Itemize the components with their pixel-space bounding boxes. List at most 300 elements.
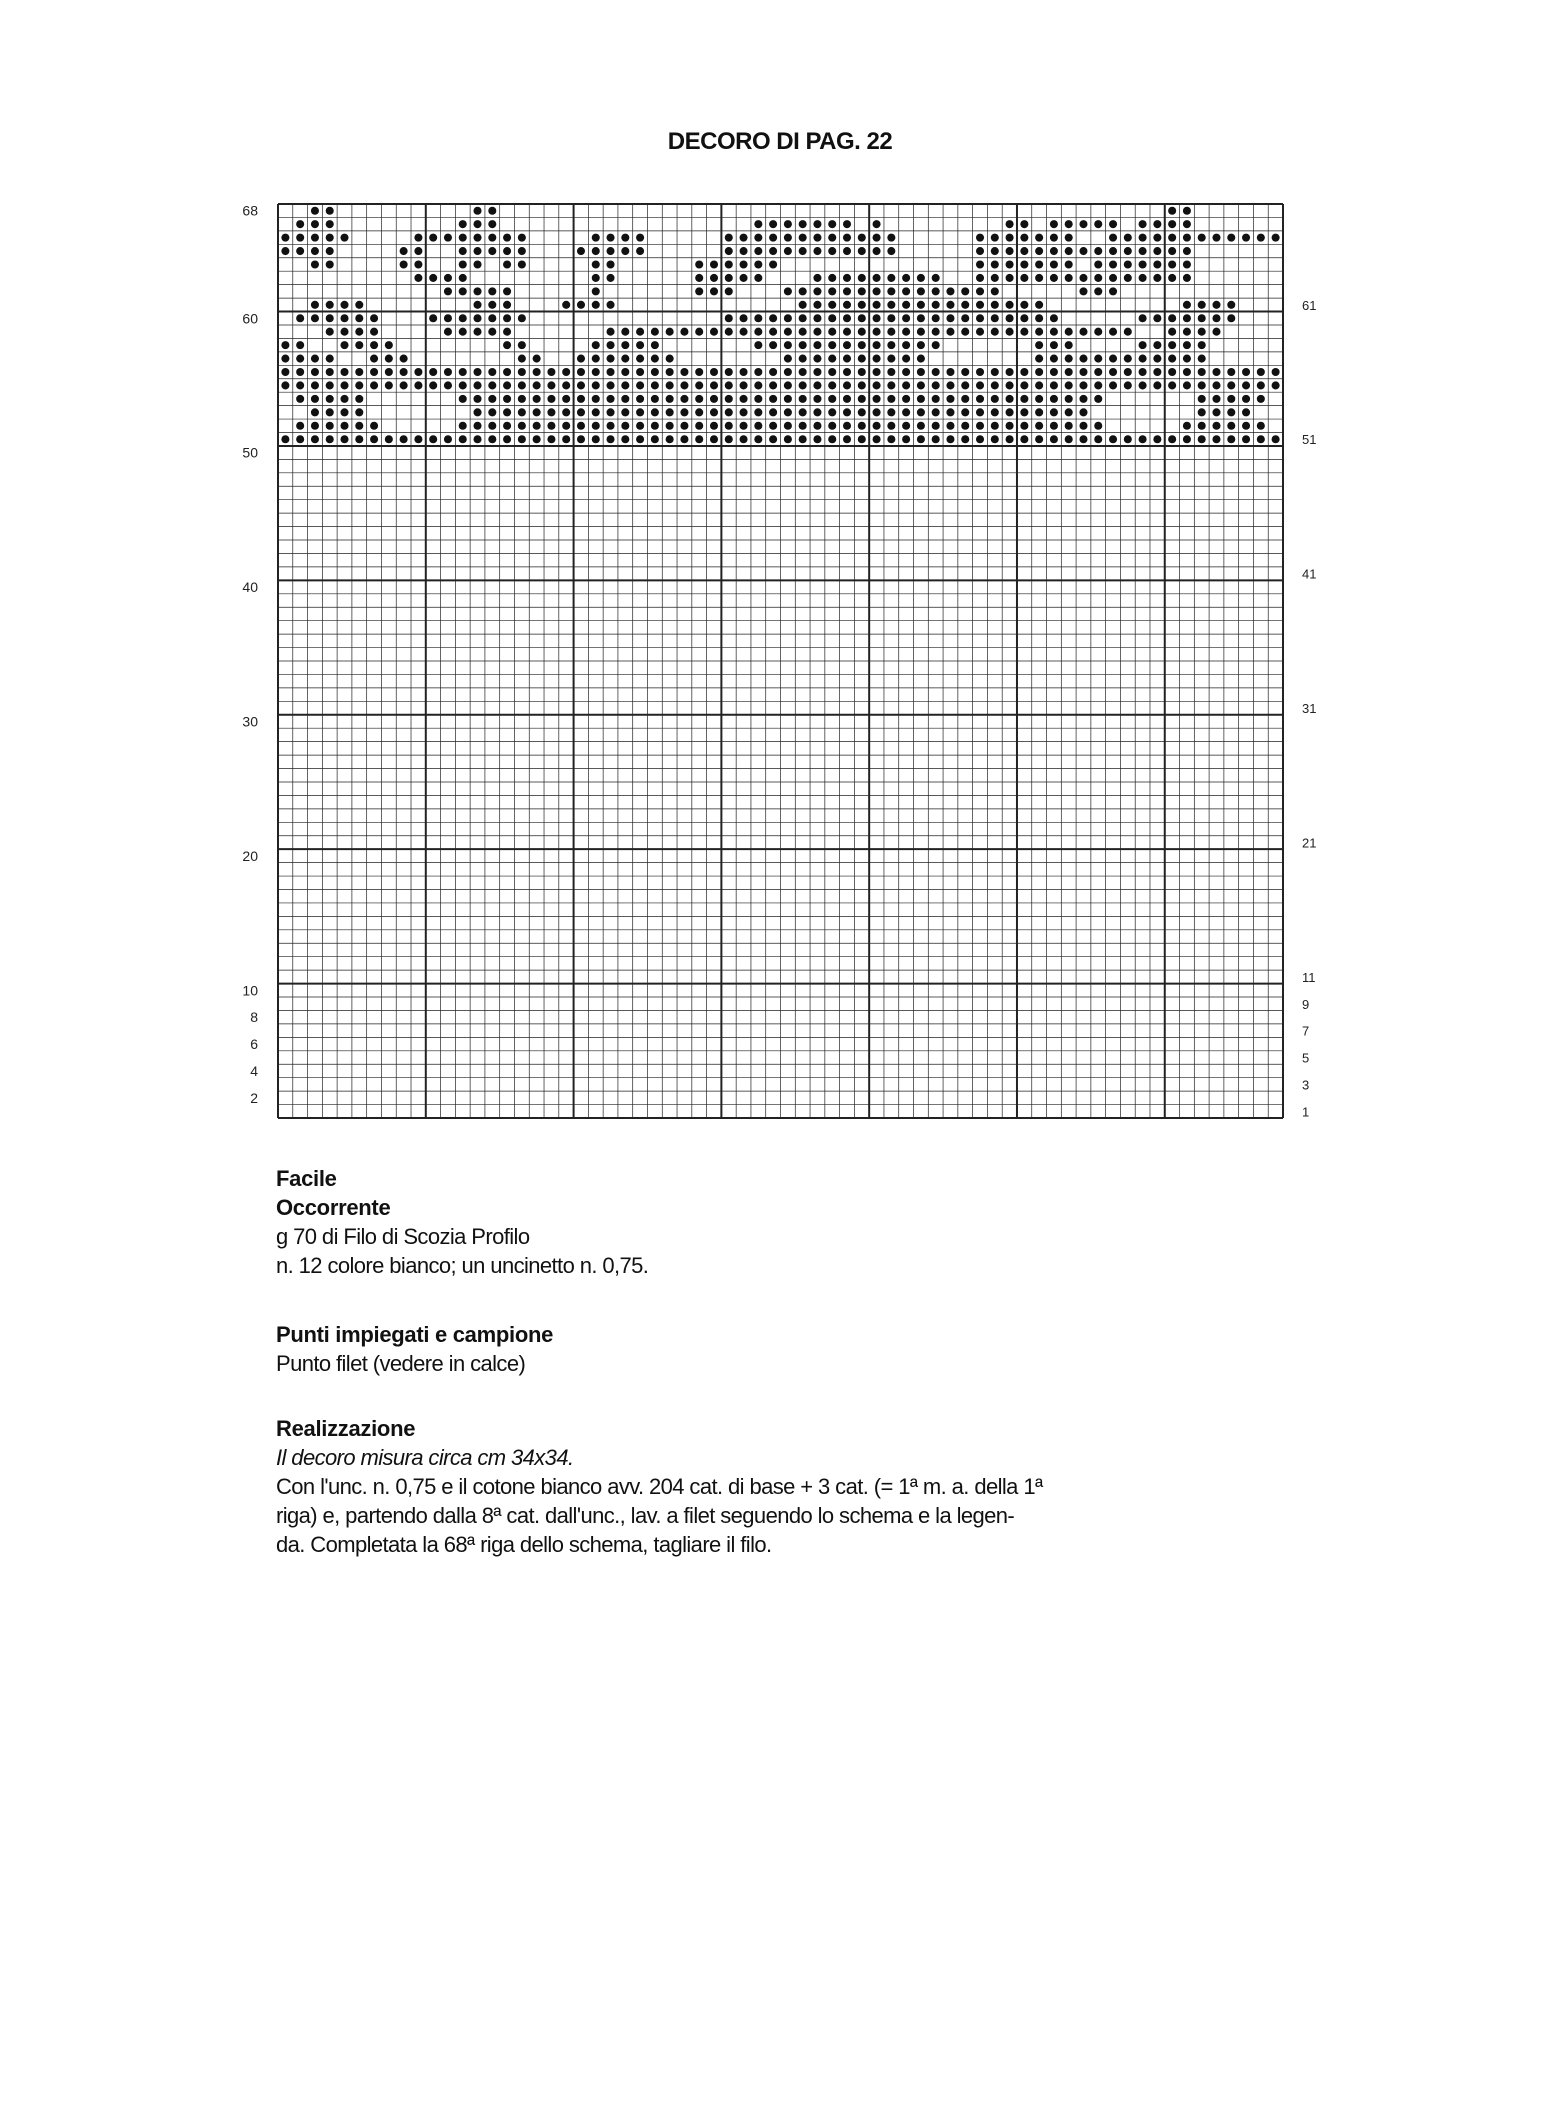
filled-cell-dot xyxy=(533,408,541,416)
filled-cell-dot xyxy=(1020,301,1028,309)
filled-cell-dot xyxy=(311,207,319,215)
filled-cell-dot xyxy=(813,234,821,242)
filled-cell-dot xyxy=(887,395,895,403)
filled-cell-dot xyxy=(607,435,615,443)
filled-cell-dot xyxy=(887,368,895,376)
filled-cell-dot xyxy=(503,368,511,376)
filled-cell-dot xyxy=(311,355,319,363)
filled-cell-dot xyxy=(799,328,807,336)
instructions-line-3: da. Completata la 68ª riga dello schema, tagliare il filo. xyxy=(276,1532,772,1557)
filled-cell-dot xyxy=(799,422,807,430)
filled-cell-dot xyxy=(473,381,481,389)
filled-cell-dot xyxy=(1139,314,1147,322)
filled-cell-dot xyxy=(340,395,348,403)
filled-cell-dot xyxy=(1109,368,1117,376)
filled-cell-dot xyxy=(695,260,703,268)
filled-cell-dot xyxy=(577,368,585,376)
filled-cell-dot xyxy=(873,274,881,282)
row-label-right: 9 xyxy=(1302,996,1310,1012)
filled-cell-dot xyxy=(326,247,334,255)
filled-cell-dot xyxy=(740,247,748,255)
filled-cell-dot xyxy=(1168,207,1176,215)
filled-cell-dot xyxy=(976,287,984,295)
filled-cell-dot xyxy=(518,341,526,349)
filled-cell-dot xyxy=(799,301,807,309)
filled-cell-dot xyxy=(1006,328,1014,336)
realizzazione-heading: Realizzazione xyxy=(276,1416,416,1441)
filled-cell-dot xyxy=(547,408,555,416)
filled-cell-dot xyxy=(311,260,319,268)
filled-cell-dot xyxy=(887,234,895,242)
filled-cell-dot xyxy=(902,341,910,349)
filled-cell-dot xyxy=(784,247,792,255)
filled-cell-dot xyxy=(1109,381,1117,389)
filled-cell-dot xyxy=(813,355,821,363)
filled-cell-dot xyxy=(1212,395,1220,403)
filled-cell-dot xyxy=(621,395,629,403)
filled-cell-dot xyxy=(311,234,319,242)
filled-cell-dot xyxy=(991,274,999,282)
filled-cell-dot xyxy=(961,301,969,309)
filled-cell-dot xyxy=(1065,355,1073,363)
filled-cell-dot xyxy=(887,274,895,282)
filled-cell-dot xyxy=(1227,301,1235,309)
filled-cell-dot xyxy=(961,435,969,443)
filled-cell-dot xyxy=(621,408,629,416)
filled-cell-dot xyxy=(858,314,866,322)
filled-cell-dot xyxy=(991,301,999,309)
punti-heading: Punti impiegati e campione xyxy=(276,1322,554,1347)
filled-cell-dot xyxy=(488,314,496,322)
filled-cell-dot xyxy=(459,381,467,389)
filled-cell-dot xyxy=(1094,260,1102,268)
filled-cell-dot xyxy=(355,422,363,430)
filled-cell-dot xyxy=(1257,368,1265,376)
filled-cell-dot xyxy=(828,408,836,416)
filled-cell-dot xyxy=(311,408,319,416)
filled-cell-dot xyxy=(1035,355,1043,363)
filled-cell-dot xyxy=(607,274,615,282)
size-note: Il decoro misura circa cm 34x34. xyxy=(276,1445,574,1470)
filled-cell-dot xyxy=(651,341,659,349)
filled-cell-dot xyxy=(562,301,570,309)
filled-cell-dot xyxy=(946,435,954,443)
filled-cell-dot xyxy=(932,341,940,349)
filled-cell-dot xyxy=(651,355,659,363)
filled-cell-dot xyxy=(740,234,748,242)
filled-cell-dot xyxy=(1094,435,1102,443)
filled-cell-dot xyxy=(725,260,733,268)
filled-cell-dot xyxy=(1139,381,1147,389)
filled-cell-dot xyxy=(636,408,644,416)
filled-cell-dot xyxy=(326,381,334,389)
row-label-left: 50 xyxy=(242,444,258,461)
filled-cell-dot xyxy=(858,341,866,349)
filled-cell-dot xyxy=(1035,301,1043,309)
filled-cell-dot xyxy=(1050,220,1058,228)
instructions-line-1: Con l'unc. n. 0,75 e il cotone bianco avv. 204 cat. di base + 3 cat. (= 1ª m. a. della 1ª xyxy=(276,1474,1043,1499)
filled-cell-dot xyxy=(1227,314,1235,322)
filled-cell-dot xyxy=(547,395,555,403)
filled-cell-dot xyxy=(932,435,940,443)
filled-cell-dot xyxy=(1227,422,1235,430)
filled-cell-dot xyxy=(473,220,481,228)
filled-cell-dot xyxy=(488,247,496,255)
filled-cell-dot xyxy=(607,422,615,430)
filled-cell-dot xyxy=(887,301,895,309)
filled-cell-dot xyxy=(518,368,526,376)
filled-cell-dot xyxy=(858,422,866,430)
filled-cell-dot xyxy=(873,408,881,416)
filled-cell-dot xyxy=(400,260,408,268)
filled-cell-dot xyxy=(326,234,334,242)
filled-cell-dot xyxy=(976,234,984,242)
filled-cell-dot xyxy=(858,287,866,295)
filled-cell-dot xyxy=(607,247,615,255)
row-label-left: 4 xyxy=(250,1062,258,1079)
filled-cell-dot xyxy=(429,435,437,443)
filled-cell-dot xyxy=(488,395,496,403)
filled-cell-dot xyxy=(488,301,496,309)
filled-cell-dot xyxy=(1257,381,1265,389)
filled-cell-dot xyxy=(932,381,940,389)
filled-cell-dot xyxy=(592,435,600,443)
filled-cell-dot xyxy=(813,301,821,309)
filled-cell-dot xyxy=(725,368,733,376)
filled-cell-dot xyxy=(784,220,792,228)
filled-cell-dot xyxy=(1124,368,1132,376)
filled-cell-dot xyxy=(932,314,940,322)
filled-cell-dot xyxy=(1020,395,1028,403)
filled-cell-dot xyxy=(740,328,748,336)
filled-cell-dot xyxy=(828,381,836,389)
filled-cell-dot xyxy=(518,408,526,416)
filled-cell-dot xyxy=(340,368,348,376)
filled-cell-dot xyxy=(754,381,762,389)
filled-cell-dot xyxy=(503,234,511,242)
filled-cell-dot xyxy=(1183,234,1191,242)
filled-cell-dot xyxy=(991,287,999,295)
filled-cell-dot xyxy=(976,422,984,430)
filled-cell-dot xyxy=(813,341,821,349)
filled-cell-dot xyxy=(902,301,910,309)
filled-cell-dot xyxy=(518,381,526,389)
filled-cell-dot xyxy=(1257,395,1265,403)
filled-cell-dot xyxy=(621,435,629,443)
stitches-section xyxy=(276,1320,1176,1378)
filled-cell-dot xyxy=(725,422,733,430)
filled-cell-dot xyxy=(311,422,319,430)
row-label-left: 10 xyxy=(242,982,258,999)
filled-cell-dot xyxy=(961,328,969,336)
filled-cell-dot xyxy=(828,435,836,443)
filled-cell-dot xyxy=(518,422,526,430)
filled-cell-dot xyxy=(887,287,895,295)
filled-cell-dot xyxy=(976,395,984,403)
filled-cell-dot xyxy=(1109,274,1117,282)
filled-cell-dot xyxy=(873,381,881,389)
filled-cell-dot xyxy=(902,355,910,363)
filled-cell-dot xyxy=(577,301,585,309)
filled-cell-dot xyxy=(1168,234,1176,242)
filled-cell-dot xyxy=(680,435,688,443)
filled-cell-dot xyxy=(873,422,881,430)
filled-cell-dot xyxy=(473,301,481,309)
filled-cell-dot xyxy=(1020,274,1028,282)
occorrente-line-1: g 70 di Filo di Scozia Profilo xyxy=(276,1224,530,1249)
filled-cell-dot xyxy=(459,328,467,336)
filled-cell-dot xyxy=(1065,368,1073,376)
filled-cell-dot xyxy=(533,381,541,389)
filled-cell-dot xyxy=(1094,220,1102,228)
filled-cell-dot xyxy=(444,368,452,376)
filled-cell-dot xyxy=(917,287,925,295)
filled-cell-dot xyxy=(1124,328,1132,336)
filled-cell-dot xyxy=(784,368,792,376)
filled-cell-dot xyxy=(621,381,629,389)
filled-cell-dot xyxy=(666,408,674,416)
filled-cell-dot xyxy=(1079,328,1087,336)
filled-cell-dot xyxy=(1227,381,1235,389)
filled-cell-dot xyxy=(621,247,629,255)
filled-cell-dot xyxy=(828,368,836,376)
filled-cell-dot xyxy=(1198,341,1206,349)
filled-cell-dot xyxy=(459,274,467,282)
filled-cell-dot xyxy=(533,355,541,363)
filled-cell-dot xyxy=(577,435,585,443)
filled-cell-dot xyxy=(1124,355,1132,363)
filled-cell-dot xyxy=(725,381,733,389)
filled-cell-dot xyxy=(1139,341,1147,349)
filled-cell-dot xyxy=(1198,328,1206,336)
filled-cell-dot xyxy=(547,435,555,443)
filled-cell-dot xyxy=(326,435,334,443)
filled-cell-dot xyxy=(932,301,940,309)
filled-cell-dot xyxy=(887,408,895,416)
filled-cell-dot xyxy=(592,260,600,268)
filled-cell-dot xyxy=(754,435,762,443)
filled-cell-dot xyxy=(1109,328,1117,336)
filled-cell-dot xyxy=(459,368,467,376)
filled-cell-dot xyxy=(1050,355,1058,363)
filled-cell-dot xyxy=(1139,435,1147,443)
filled-cell-dot xyxy=(503,328,511,336)
filled-cell-dot xyxy=(459,422,467,430)
filled-cell-dot xyxy=(976,381,984,389)
filled-cell-dot xyxy=(577,247,585,255)
filled-cell-dot xyxy=(784,328,792,336)
row-label-right: 61 xyxy=(1302,297,1317,313)
filled-cell-dot xyxy=(281,381,289,389)
filled-cell-dot xyxy=(621,341,629,349)
filled-cell-dot xyxy=(946,328,954,336)
filled-cell-dot xyxy=(917,355,925,363)
filled-cell-dot xyxy=(961,314,969,322)
filled-cell-dot xyxy=(666,395,674,403)
filled-cell-dot xyxy=(680,381,688,389)
filled-cell-dot xyxy=(1198,234,1206,242)
filled-cell-dot xyxy=(355,301,363,309)
filled-cell-dot xyxy=(843,274,851,282)
filled-cell-dot xyxy=(932,422,940,430)
filled-cell-dot xyxy=(784,234,792,242)
filled-cell-dot xyxy=(1272,435,1280,443)
filled-cell-dot xyxy=(503,422,511,430)
filled-cell-dot xyxy=(843,220,851,228)
filled-cell-dot xyxy=(1242,368,1250,376)
filled-cell-dot xyxy=(562,422,570,430)
filled-cell-dot xyxy=(1006,368,1014,376)
filled-cell-dot xyxy=(473,247,481,255)
filled-cell-dot xyxy=(961,422,969,430)
filled-cell-dot xyxy=(1109,287,1117,295)
filled-cell-dot xyxy=(932,287,940,295)
filled-cell-dot xyxy=(680,328,688,336)
filled-cell-dot xyxy=(592,274,600,282)
filled-cell-dot xyxy=(296,314,304,322)
filled-cell-dot xyxy=(754,328,762,336)
filled-cell-dot xyxy=(311,395,319,403)
filled-cell-dot xyxy=(813,368,821,376)
filled-cell-dot xyxy=(326,328,334,336)
row-label-right: 11 xyxy=(1302,969,1316,985)
filled-cell-dot xyxy=(1020,435,1028,443)
filled-cell-dot xyxy=(326,368,334,376)
filled-cell-dot xyxy=(1065,408,1073,416)
filled-cell-dot xyxy=(932,274,940,282)
filled-cell-dot xyxy=(1242,395,1250,403)
filled-cell-dot xyxy=(1257,422,1265,430)
filled-cell-dot xyxy=(1035,247,1043,255)
filled-cell-dot xyxy=(1227,408,1235,416)
filled-cell-dot xyxy=(1079,274,1087,282)
filled-cell-dot xyxy=(281,435,289,443)
filled-cell-dot xyxy=(740,422,748,430)
instructions-section xyxy=(276,1414,1176,1559)
filled-cell-dot xyxy=(651,395,659,403)
filled-cell-dot xyxy=(1153,368,1161,376)
filled-cell-dot xyxy=(917,422,925,430)
filled-cell-dot xyxy=(1139,220,1147,228)
filled-cell-dot xyxy=(414,368,422,376)
filled-cell-dot xyxy=(754,314,762,322)
filled-cell-dot xyxy=(400,381,408,389)
filled-cell-dot xyxy=(533,435,541,443)
filled-cell-dot xyxy=(725,395,733,403)
filled-cell-dot xyxy=(976,274,984,282)
filled-cell-dot xyxy=(769,314,777,322)
filled-cell-dot xyxy=(562,395,570,403)
filled-cell-dot xyxy=(1050,274,1058,282)
filled-cell-dot xyxy=(961,408,969,416)
filled-cell-dot xyxy=(503,395,511,403)
row-label-left: 60 xyxy=(242,310,258,327)
filled-cell-dot xyxy=(873,395,881,403)
filled-cell-dot xyxy=(1079,408,1087,416)
materials-section xyxy=(276,1164,1176,1280)
filled-cell-dot xyxy=(740,395,748,403)
filled-cell-dot xyxy=(607,234,615,242)
filled-cell-dot xyxy=(547,381,555,389)
filled-cell-dot xyxy=(1065,341,1073,349)
filled-cell-dot xyxy=(1139,234,1147,242)
filled-cell-dot xyxy=(1168,381,1176,389)
filled-cell-dot xyxy=(326,207,334,215)
filled-cell-dot xyxy=(946,395,954,403)
filled-cell-dot xyxy=(917,274,925,282)
filled-cell-dot xyxy=(991,395,999,403)
filled-cell-dot xyxy=(1065,220,1073,228)
filled-cell-dot xyxy=(592,341,600,349)
filled-cell-dot xyxy=(1006,301,1014,309)
filled-cell-dot xyxy=(592,381,600,389)
filled-cell-dot xyxy=(725,328,733,336)
filled-cell-dot xyxy=(370,422,378,430)
filled-cell-dot xyxy=(887,381,895,389)
filled-cell-dot xyxy=(518,247,526,255)
filled-cell-dot xyxy=(459,287,467,295)
filled-cell-dot xyxy=(1094,422,1102,430)
filled-cell-dot xyxy=(370,368,378,376)
filled-cell-dot xyxy=(1168,274,1176,282)
filled-cell-dot xyxy=(1139,355,1147,363)
filled-cell-dot xyxy=(1242,408,1250,416)
filled-cell-dot xyxy=(459,234,467,242)
filled-cell-dot xyxy=(1242,422,1250,430)
filled-cell-dot xyxy=(1212,408,1220,416)
filled-cell-dot xyxy=(799,395,807,403)
filled-cell-dot xyxy=(828,287,836,295)
filled-cell-dot xyxy=(902,274,910,282)
filled-cell-dot xyxy=(1006,381,1014,389)
filled-cell-dot xyxy=(976,247,984,255)
filled-cell-dot xyxy=(1124,435,1132,443)
filled-cell-dot xyxy=(296,234,304,242)
filled-cell-dot xyxy=(355,328,363,336)
filled-cell-dot xyxy=(799,314,807,322)
filled-cell-dot xyxy=(769,381,777,389)
filled-cell-dot xyxy=(503,341,511,349)
filled-cell-dot xyxy=(1094,247,1102,255)
filled-cell-dot xyxy=(355,381,363,389)
filled-cell-dot xyxy=(400,247,408,255)
filled-cell-dot xyxy=(1257,234,1265,242)
filled-cell-dot xyxy=(754,247,762,255)
filled-cell-dot xyxy=(1050,260,1058,268)
filled-cell-dot xyxy=(577,408,585,416)
filled-cell-dot xyxy=(946,381,954,389)
filled-cell-dot xyxy=(902,435,910,443)
filled-cell-dot xyxy=(784,395,792,403)
filled-cell-dot xyxy=(1183,435,1191,443)
filled-cell-dot xyxy=(873,247,881,255)
filled-cell-dot xyxy=(1212,301,1220,309)
filled-cell-dot xyxy=(1212,368,1220,376)
filled-cell-dot xyxy=(1035,395,1043,403)
filled-cell-dot xyxy=(784,314,792,322)
filled-cell-dot xyxy=(873,287,881,295)
filled-cell-dot xyxy=(828,422,836,430)
filled-cell-dot xyxy=(444,314,452,322)
filled-cell-dot xyxy=(887,355,895,363)
filled-cell-dot xyxy=(1065,274,1073,282)
filled-cell-dot xyxy=(1139,247,1147,255)
row-label-right: 31 xyxy=(1302,701,1317,717)
filled-cell-dot xyxy=(813,314,821,322)
filled-cell-dot xyxy=(695,287,703,295)
filled-cell-dot xyxy=(400,368,408,376)
filled-cell-dot xyxy=(991,260,999,268)
